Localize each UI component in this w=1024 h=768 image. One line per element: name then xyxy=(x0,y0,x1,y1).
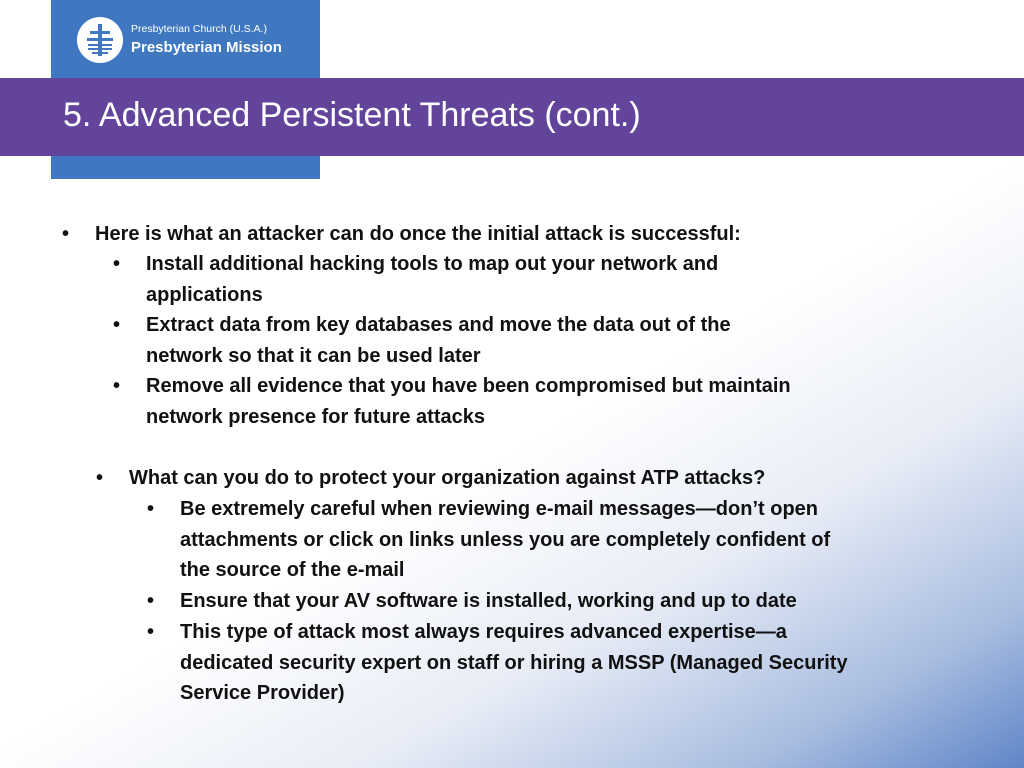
bullet-line: Install additional hacking tools to map out your network and xyxy=(146,253,719,275)
bullet-line: the source of the e-mail xyxy=(180,559,405,581)
bullet-dot: • xyxy=(113,375,121,397)
bullet-line: network presence for future attacks xyxy=(146,405,485,428)
bullet-line: network so that it can be used later xyxy=(146,344,481,367)
bullet-dot: • xyxy=(96,467,104,489)
logo-name-line: Presbyterian Mission xyxy=(131,39,282,56)
bullet-dot: • xyxy=(147,498,155,520)
bullet-dot: • xyxy=(113,314,121,336)
bullet-text: Here is what an attacker can do once the initial attack is successful: xyxy=(95,223,741,245)
bullet-text: What can you do to protect your organization against ATP attacks? xyxy=(129,467,766,489)
bullet-dot: • xyxy=(147,621,155,643)
presbyterian-seal-icon xyxy=(77,17,123,63)
bullet-line: attachments or click on links unless you are completely confident of xyxy=(180,528,831,551)
bullet-line: dedicated security expert on staff or hiring a MSSP (Managed Security xyxy=(180,651,848,674)
bullet-dot: • xyxy=(147,590,155,612)
bullet-line: Service Provider) xyxy=(180,682,345,704)
bullet-line: This type of attack most always requires advanced expertise—a xyxy=(180,621,787,643)
logo-org-line: Presbyterian Church (U.S.A.) xyxy=(131,23,267,35)
bullet-dot: • xyxy=(113,253,121,275)
bullet-line: Extract data from key databases and move the data out of the xyxy=(146,314,731,336)
bullet-line: Be extremely careful when reviewing e-mail messages—don’t open xyxy=(180,498,818,520)
bullet-line: Ensure that your AV software is installed, working and up to date xyxy=(180,590,797,612)
bullet-dot: • xyxy=(62,223,70,245)
bullet-line: applications xyxy=(146,283,263,306)
bullet-line: Remove all evidence that you have been compromised but maintain xyxy=(146,375,791,397)
slide-title: 5. Advanced Persistent Threats (cont.) xyxy=(63,96,641,134)
